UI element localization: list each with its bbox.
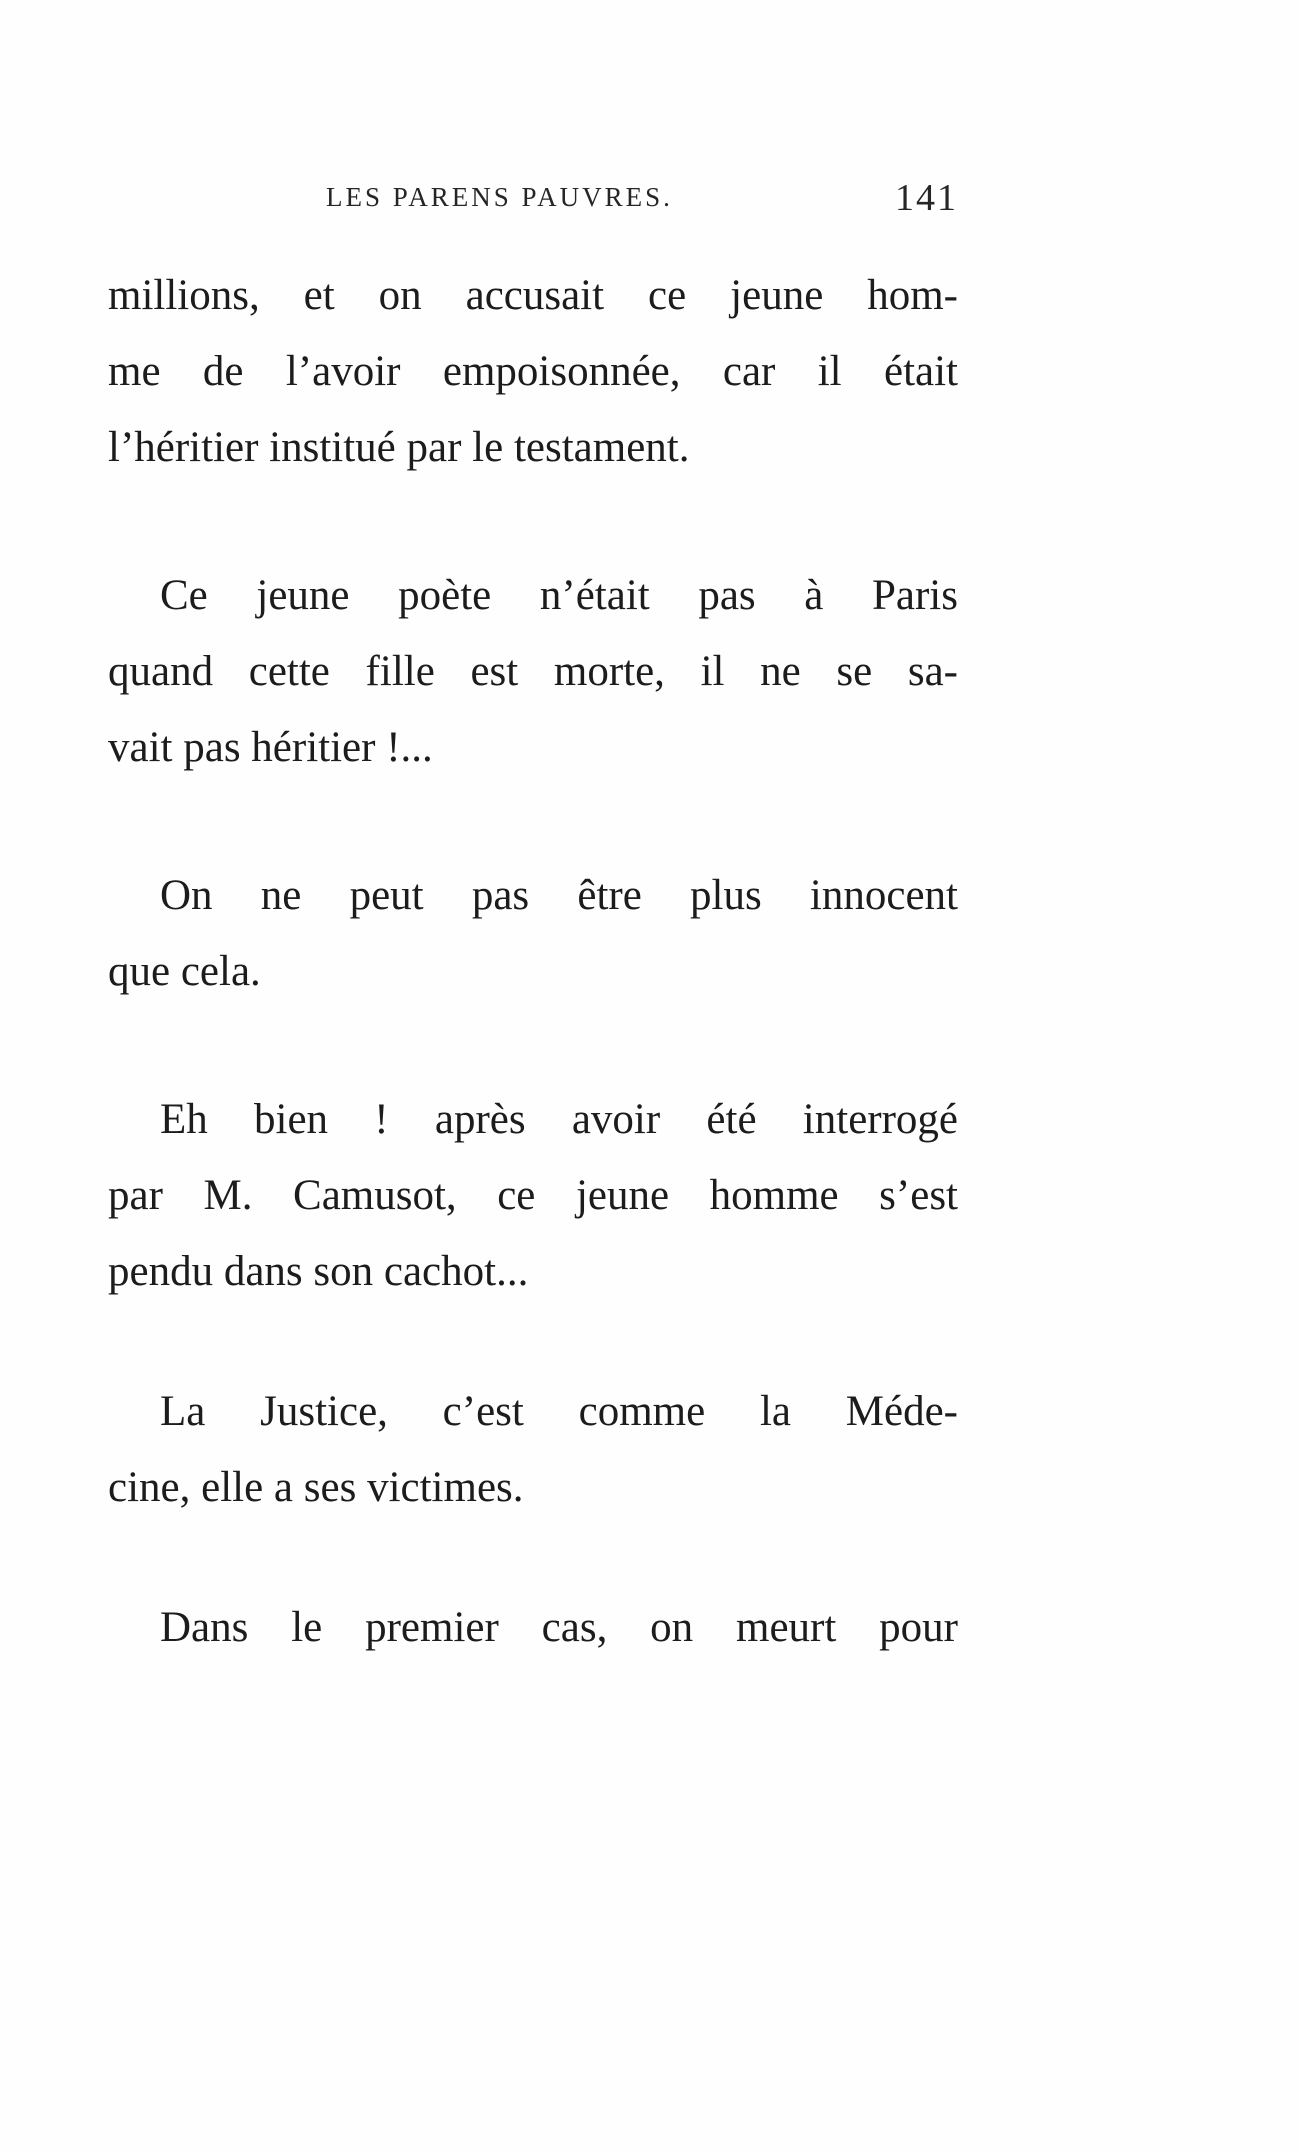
text-line: que cela. — [108, 948, 261, 995]
paragraph — [108, 1082, 958, 1310]
text-line: pendu dans son cachot... — [108, 1248, 529, 1295]
text-line: Ce jeune poète n’était pas à Paris — [160, 572, 958, 619]
text-line: cine, elle a ses victimes. — [108, 1464, 524, 1511]
text-line: On ne peut pas être plus innocent — [160, 872, 958, 919]
text-line: millions, et on accusait ce jeune hom- — [108, 272, 958, 319]
paragraph — [108, 858, 958, 1010]
text-line: quand cette fille est morte, il ne se sa- — [108, 648, 958, 695]
text-line: l’héritier institué par le testament. — [108, 424, 690, 471]
page-header — [108, 177, 958, 232]
paragraph — [108, 1374, 958, 1526]
page-number: 141 — [895, 177, 958, 219]
text-line: par M. Camusot, ce jeune homme s’est — [108, 1172, 958, 1219]
text-line: me de l’avoir empoisonnée, car il était — [108, 348, 958, 395]
text-line: Eh bien ! après avoir été interrogé — [160, 1096, 958, 1143]
text-line: La Justice, c’est comme la Méde- — [160, 1388, 958, 1435]
text-line: Dans le premier cas, on meurt pour — [160, 1604, 958, 1651]
paragraph — [108, 258, 958, 486]
running-title: LES PARENS PAUVRES. — [326, 182, 673, 212]
paragraph — [108, 558, 958, 786]
text-line: vait pas héritier !... — [108, 724, 433, 771]
body-text — [108, 258, 958, 1666]
paragraph — [108, 1590, 958, 1666]
